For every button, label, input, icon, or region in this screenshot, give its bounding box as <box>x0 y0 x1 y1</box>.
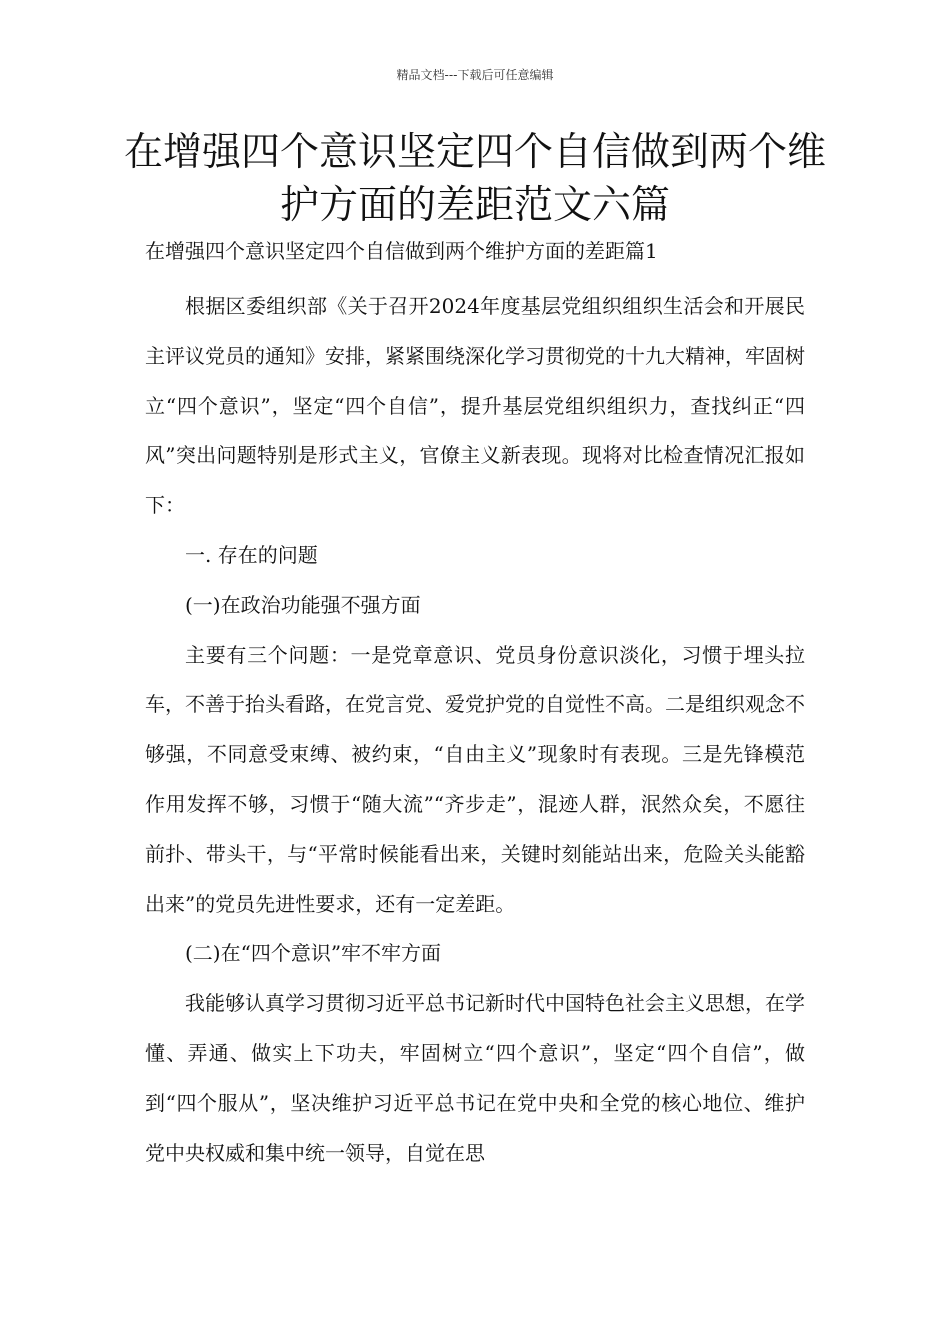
document-subtitle: 在增强四个意识坚定四个自信做到两个维护方面的差距篇1 <box>145 239 658 263</box>
paragraph: 我能够认真学习贯彻习近平总书记新时代中国特色社会主义思想，在学懂、弄通、做实上下功夫，牢固树立“四个意识”，坚定“四个自信”，做到“四个服从”，坚决维护习近平总书记在党中央和全党的核心地位、维护党中央权威和集中统一领导，自觉在思 <box>145 991 805 1165</box>
page-header: 精品文档---下载后可任意编辑 <box>396 68 554 82</box>
paragraph: 主要有三个问题：一是党章意识、党员身份意识淡化，习惯于埋头拉车，不善于抬头看路，在党言党、爱党护党的自觉性不高。二是组织观念不够强，不同意受束缚、被约束，“自由主义”现象时有表现。三是先锋模范作用发挥不够，习惯于“随大流”“齐步走”，混迹人群，泯然众矣，不愿往前扑、带头干，与“平常时候能看出来，关键时刻能站出来，危险关头能豁出来”的党员先进性要求，还有一定差距。 <box>145 642 805 916</box>
document-title: 在增强四个意识坚定四个自信做到两个维护方面的差距范文六篇 <box>123 130 826 228</box>
paragraph-intro: 根据区委组织部《关于召开2024年度基层党组织组织生活会和开展民主评议党员的通知》安排，紧紧围绕深化学习贯彻党的十九大精神，牢固树立“四个意识”，坚定“四个自信”，提升基层党组织组织力，查找纠正“四风”突出问题特别是形式主义，官僚主义新表现。现将对比检查情况汇报如下： <box>145 294 805 518</box>
document-body <box>145 282 805 1178</box>
subsection-heading: (一)在政治功能强不强方面 <box>185 592 421 617</box>
section-heading: 一. 存在的问题 <box>185 542 318 567</box>
subsection-heading: (二)在“四个意识”牢不牢方面 <box>185 941 442 966</box>
